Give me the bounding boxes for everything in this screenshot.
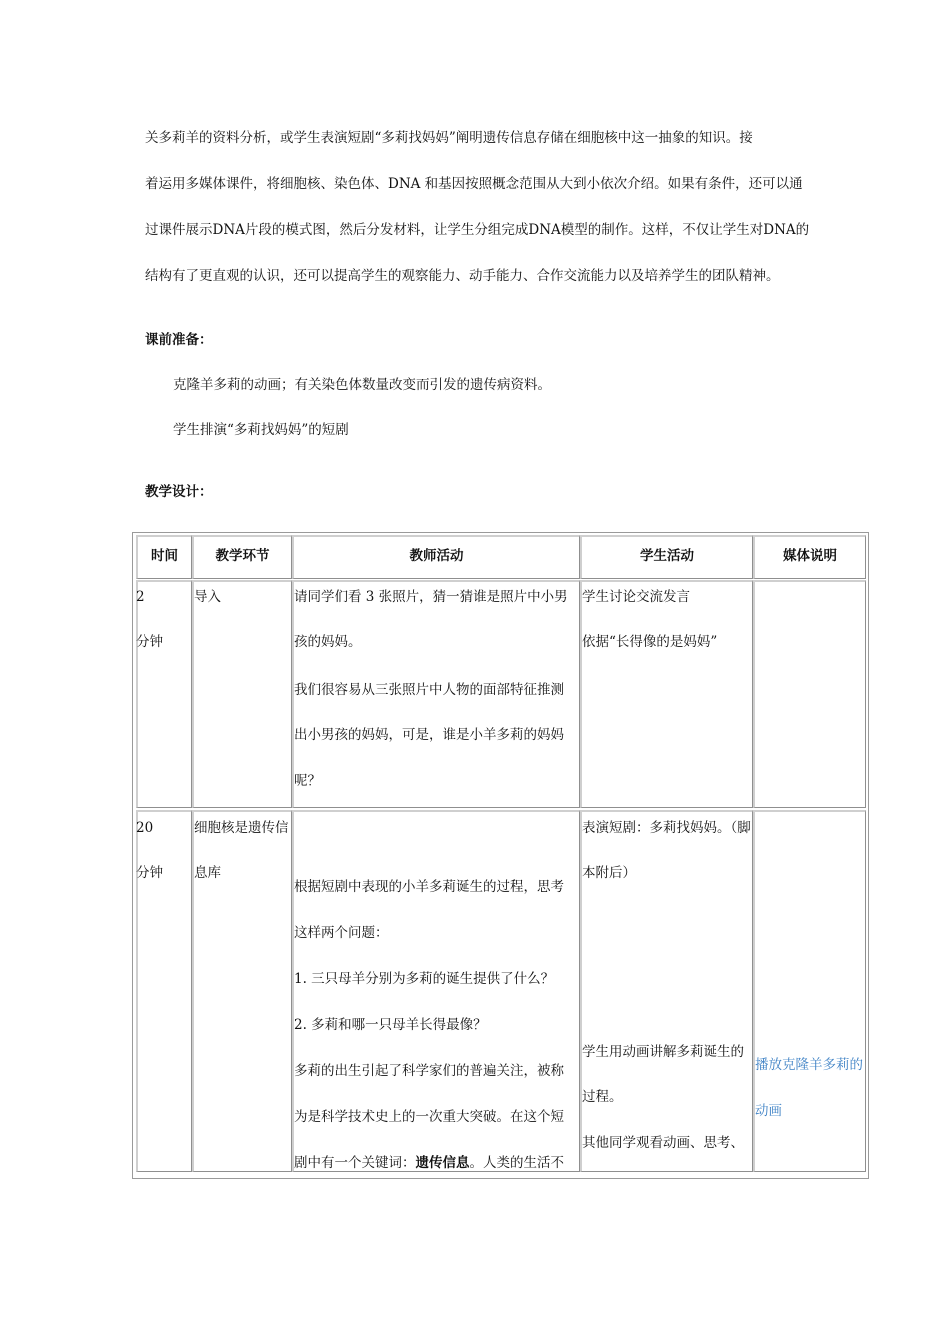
row2-stage-line-2: 息库 bbox=[194, 865, 221, 881]
row1-student-line-1: 学生讨论交流发言 bbox=[582, 589, 690, 605]
header-stage: 教学环节 bbox=[192, 535, 292, 579]
row2-stage-line-1: 细胞核是遗传信 bbox=[194, 820, 289, 836]
header-media: 媒体说明 bbox=[753, 535, 866, 579]
row2-student-line-1: 表演短剧：多莉找妈妈。（脚 bbox=[582, 820, 751, 836]
media-link-line-2[interactable]: 动画 bbox=[755, 1103, 782, 1119]
row2-teacher-line-5: 多莉的出生引起了科学家们的普遍关注，被称 bbox=[294, 1063, 564, 1079]
intro-line-1: 关多莉羊的资料分析，或学生表演短剧“多莉找妈妈”阐明遗传信息存储在细胞核中这一抽象的知识。接 bbox=[145, 130, 753, 146]
row2-teacher-line-6: 为是科学技术史上的一次重大突破。在这个短 bbox=[294, 1109, 564, 1125]
prep-heading: 课前准备： bbox=[145, 332, 213, 348]
row2-time-unit: 分钟 bbox=[136, 865, 163, 881]
prep-item-1: 克隆羊多莉的动画；有关染色体数量改变而引发的遗传病资料。 bbox=[173, 377, 551, 393]
row2-teacher-line-4: 2. 多莉和哪一只母羊长得最像？ bbox=[294, 1017, 487, 1033]
row2-teacher-line-1: 根据短剧中表现的小羊多莉诞生的过程，思考 bbox=[294, 879, 564, 895]
row1-time-value: 2 bbox=[136, 589, 145, 605]
header-student: 学生活动 bbox=[580, 535, 753, 579]
intro-line-3: 过课件展示DNA片段的模式图，然后分发材料，让学生分组完成DNA模型的制作。这样，不仅让学生对DNA的 bbox=[145, 222, 810, 238]
row1-teacher-line-5: 呢？ bbox=[294, 773, 321, 789]
row2-student-line-2: 本附后） bbox=[582, 865, 636, 881]
row2-student-line-5: 其他同学观看动画、思考、 bbox=[582, 1135, 744, 1151]
row1-teacher-line-4: 出小男孩的妈妈，可是，谁是小羊多莉的妈妈 bbox=[294, 727, 564, 743]
row2-teacher-line-3: 1. 三只母羊分别为多莉的诞生提供了什么？ bbox=[294, 971, 555, 987]
row1-stage-cell bbox=[192, 580, 292, 808]
row2-time-value: 20 bbox=[136, 820, 154, 836]
design-heading: 教学设计： bbox=[145, 484, 213, 500]
row1-time-cell bbox=[136, 580, 192, 808]
header-teacher: 教师活动 bbox=[292, 535, 580, 579]
row1-time-unit: 分钟 bbox=[136, 634, 163, 650]
row1-teacher-line-2: 孩的妈妈。 bbox=[294, 634, 362, 650]
media-link-line-1[interactable]: 播放克隆羊多莉的 bbox=[755, 1057, 863, 1073]
keyword-genetic-info: 遗传信息 bbox=[415, 1155, 470, 1171]
row1-student-cell bbox=[580, 580, 753, 808]
row1-teacher-line-1: 请同学们看 3 张照片，猜一猜谁是照片中小男 bbox=[294, 589, 568, 605]
row2-student-line-4: 过程。 bbox=[582, 1089, 623, 1105]
row1-media-cell bbox=[753, 580, 866, 808]
intro-line-4: 结构有了更直观的认识，还可以提高学生的观察能力、动手能力、合作交流能力以及培养学生的团队精神。 bbox=[145, 268, 780, 284]
row2-student-line-3: 学生用动画讲解多莉诞生的 bbox=[582, 1044, 744, 1060]
row2-teacher-line-7-suffix: 。人类的生活不 bbox=[469, 1155, 564, 1171]
header-time: 时间 bbox=[136, 535, 192, 579]
prep-item-2: 学生排演“多莉找妈妈”的短剧 bbox=[173, 422, 349, 438]
row2-teacher-line-7-prefix: 剧中有一个关键词： bbox=[294, 1155, 416, 1171]
row1-teacher-line-3: 我们很容易从三张照片中人物的面部特征推测 bbox=[294, 682, 564, 698]
row1-student-line-2: 依据“长得像的是妈妈” bbox=[582, 634, 718, 650]
row1-stage-text: 导入 bbox=[194, 589, 221, 605]
intro-line-2: 着运用多媒体课件，将细胞核、染色体、DNA 和基因按照概念范围从大到小依次介绍。如果有条件，还可以通 bbox=[145, 176, 803, 192]
row2-teacher-line-7 bbox=[294, 1154, 564, 1172]
row2-teacher-line-2: 这样两个问题： bbox=[294, 925, 389, 941]
